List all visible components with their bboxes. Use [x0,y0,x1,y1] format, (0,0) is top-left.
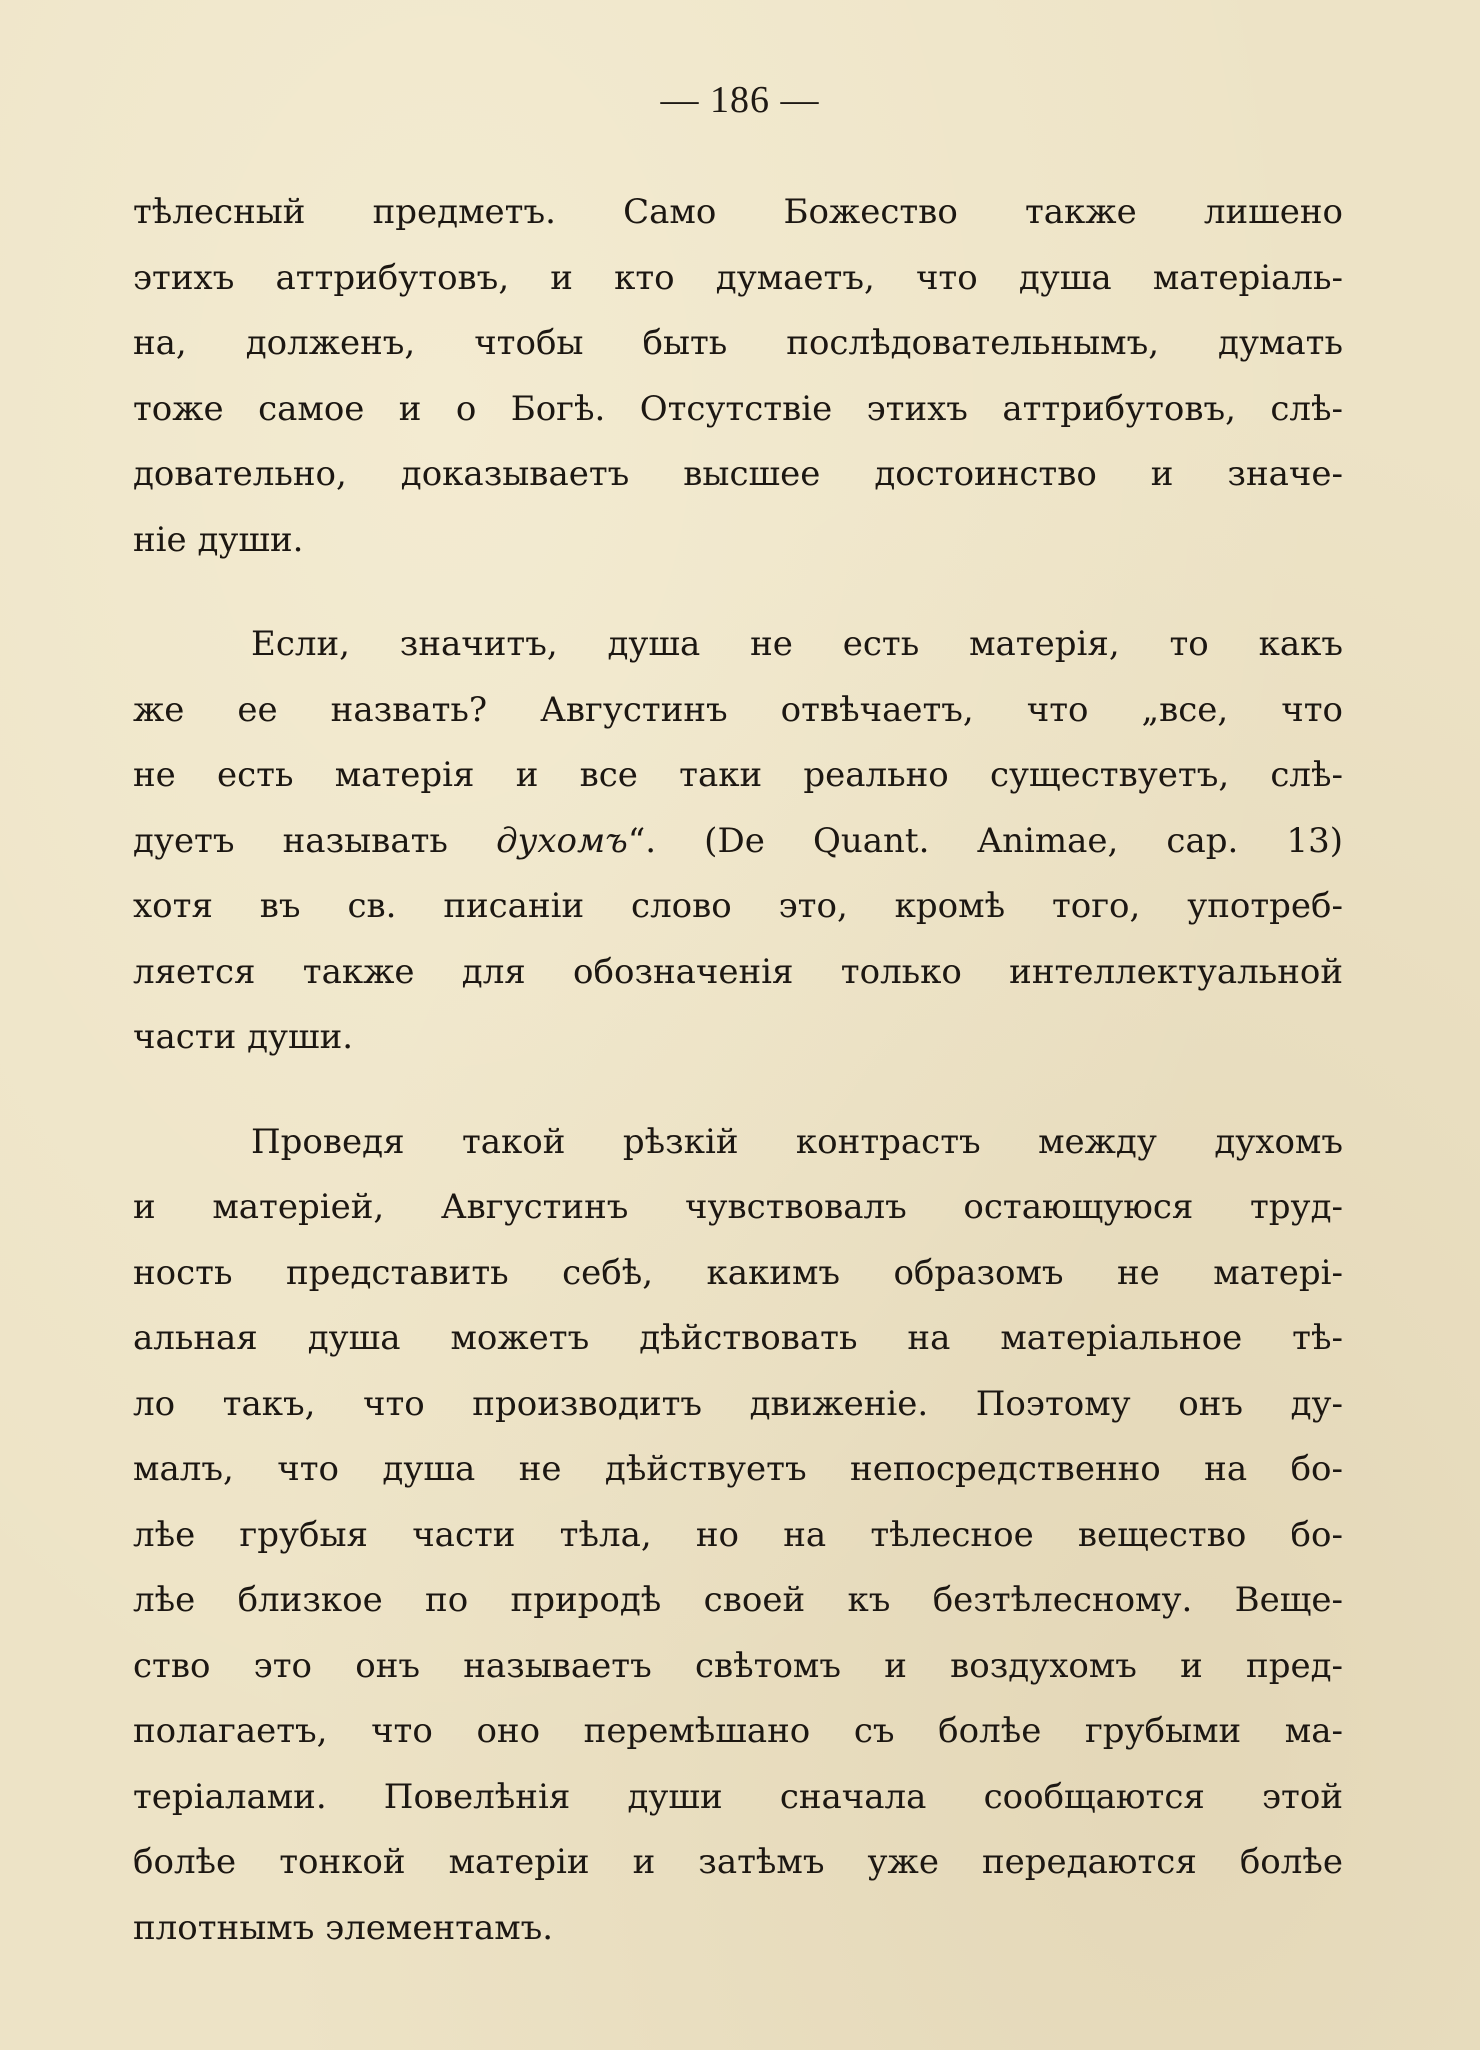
text-line: малъ, что душа не дѣйствуетъ непосредственно на бо- [133,1449,1343,1489]
text-line: ніе души. [133,519,304,560]
text-line: хотя въ св. писаніи слово это, кромѣ того, употреб- [133,886,1343,926]
text-line: на, долженъ, чтобы быть послѣдовательнымъ, думать [133,323,1343,363]
text-line: ло такъ, что производитъ движеніе. Поэтому онъ ду- [133,1383,1343,1424]
text-line: тоже самое и о Богѣ. Отсутствіе этихъ аттрибутовъ, слѣ- [133,388,1343,429]
text-line: ность представить себѣ, какимъ образомъ не матері- [133,1252,1343,1293]
text-line: альная душа можетъ дѣйствовать на матеріальное тѣ- [133,1318,1343,1358]
text-line: теріалами. Повелѣнія души сначала сообщаются этой [133,1776,1343,1817]
text-line: же ее назвать? Августинъ отвѣчаетъ, что „все, что [133,689,1343,730]
text-line: части души. [133,1017,354,1057]
text-line: ляется также для обозначенія только интеллектуальной [133,951,1343,992]
text-line: болѣе тонкой матеріи и затѣмъ уже передаются болѣе [133,1842,1343,1882]
text-line: ство это онъ называетъ свѣтомъ и воздухомъ и пред- [133,1645,1343,1686]
paragraph-gap [133,1071,1343,1110]
text-line [133,809,1343,875]
paragraph [133,612,1343,1071]
text-line: плотнымъ элементамъ. [133,1907,554,1948]
paragraph [133,1110,1343,1962]
text-line: Проведя такой рѣзкій контрастъ между духомъ [251,1121,1343,1162]
text-line: Если, значитъ, душа не есть матерія, то какъ [251,624,1343,664]
text-line: и матеріей, Августинъ чувствовалъ остающуюся труд- [133,1187,1343,1227]
text-line: не есть матерія и все таки реально существуетъ, слѣ- [133,755,1343,795]
text-line: этихъ аттрибутовъ, и кто думаетъ, что душа матеріаль- [133,257,1343,298]
italic-term: духомъ [496,820,628,861]
paragraph [133,180,1343,573]
paragraph-gap [133,573,1343,612]
text-line: лѣе близкое по природѣ своей къ безтѣлесному. Веще- [133,1580,1343,1620]
text-line: довательно, доказываетъ высшее достоинство и значе- [133,454,1343,494]
page-number: — 186 — [660,79,820,121]
body-text [133,180,1343,1961]
text-line: лѣе грубыя части тѣла, но на тѣлесное вещество бо- [133,1514,1343,1555]
text-segment: дуетъ называть [133,820,497,861]
text-line: полагаетъ, что оно перемѣшано съ болѣе грубыми ма- [133,1711,1343,1751]
text-segment: “. (De Quant. Animae, cap. 13) [627,820,1343,861]
text-line: тѣлесный предметъ. Само Божество также лишено [133,192,1343,232]
